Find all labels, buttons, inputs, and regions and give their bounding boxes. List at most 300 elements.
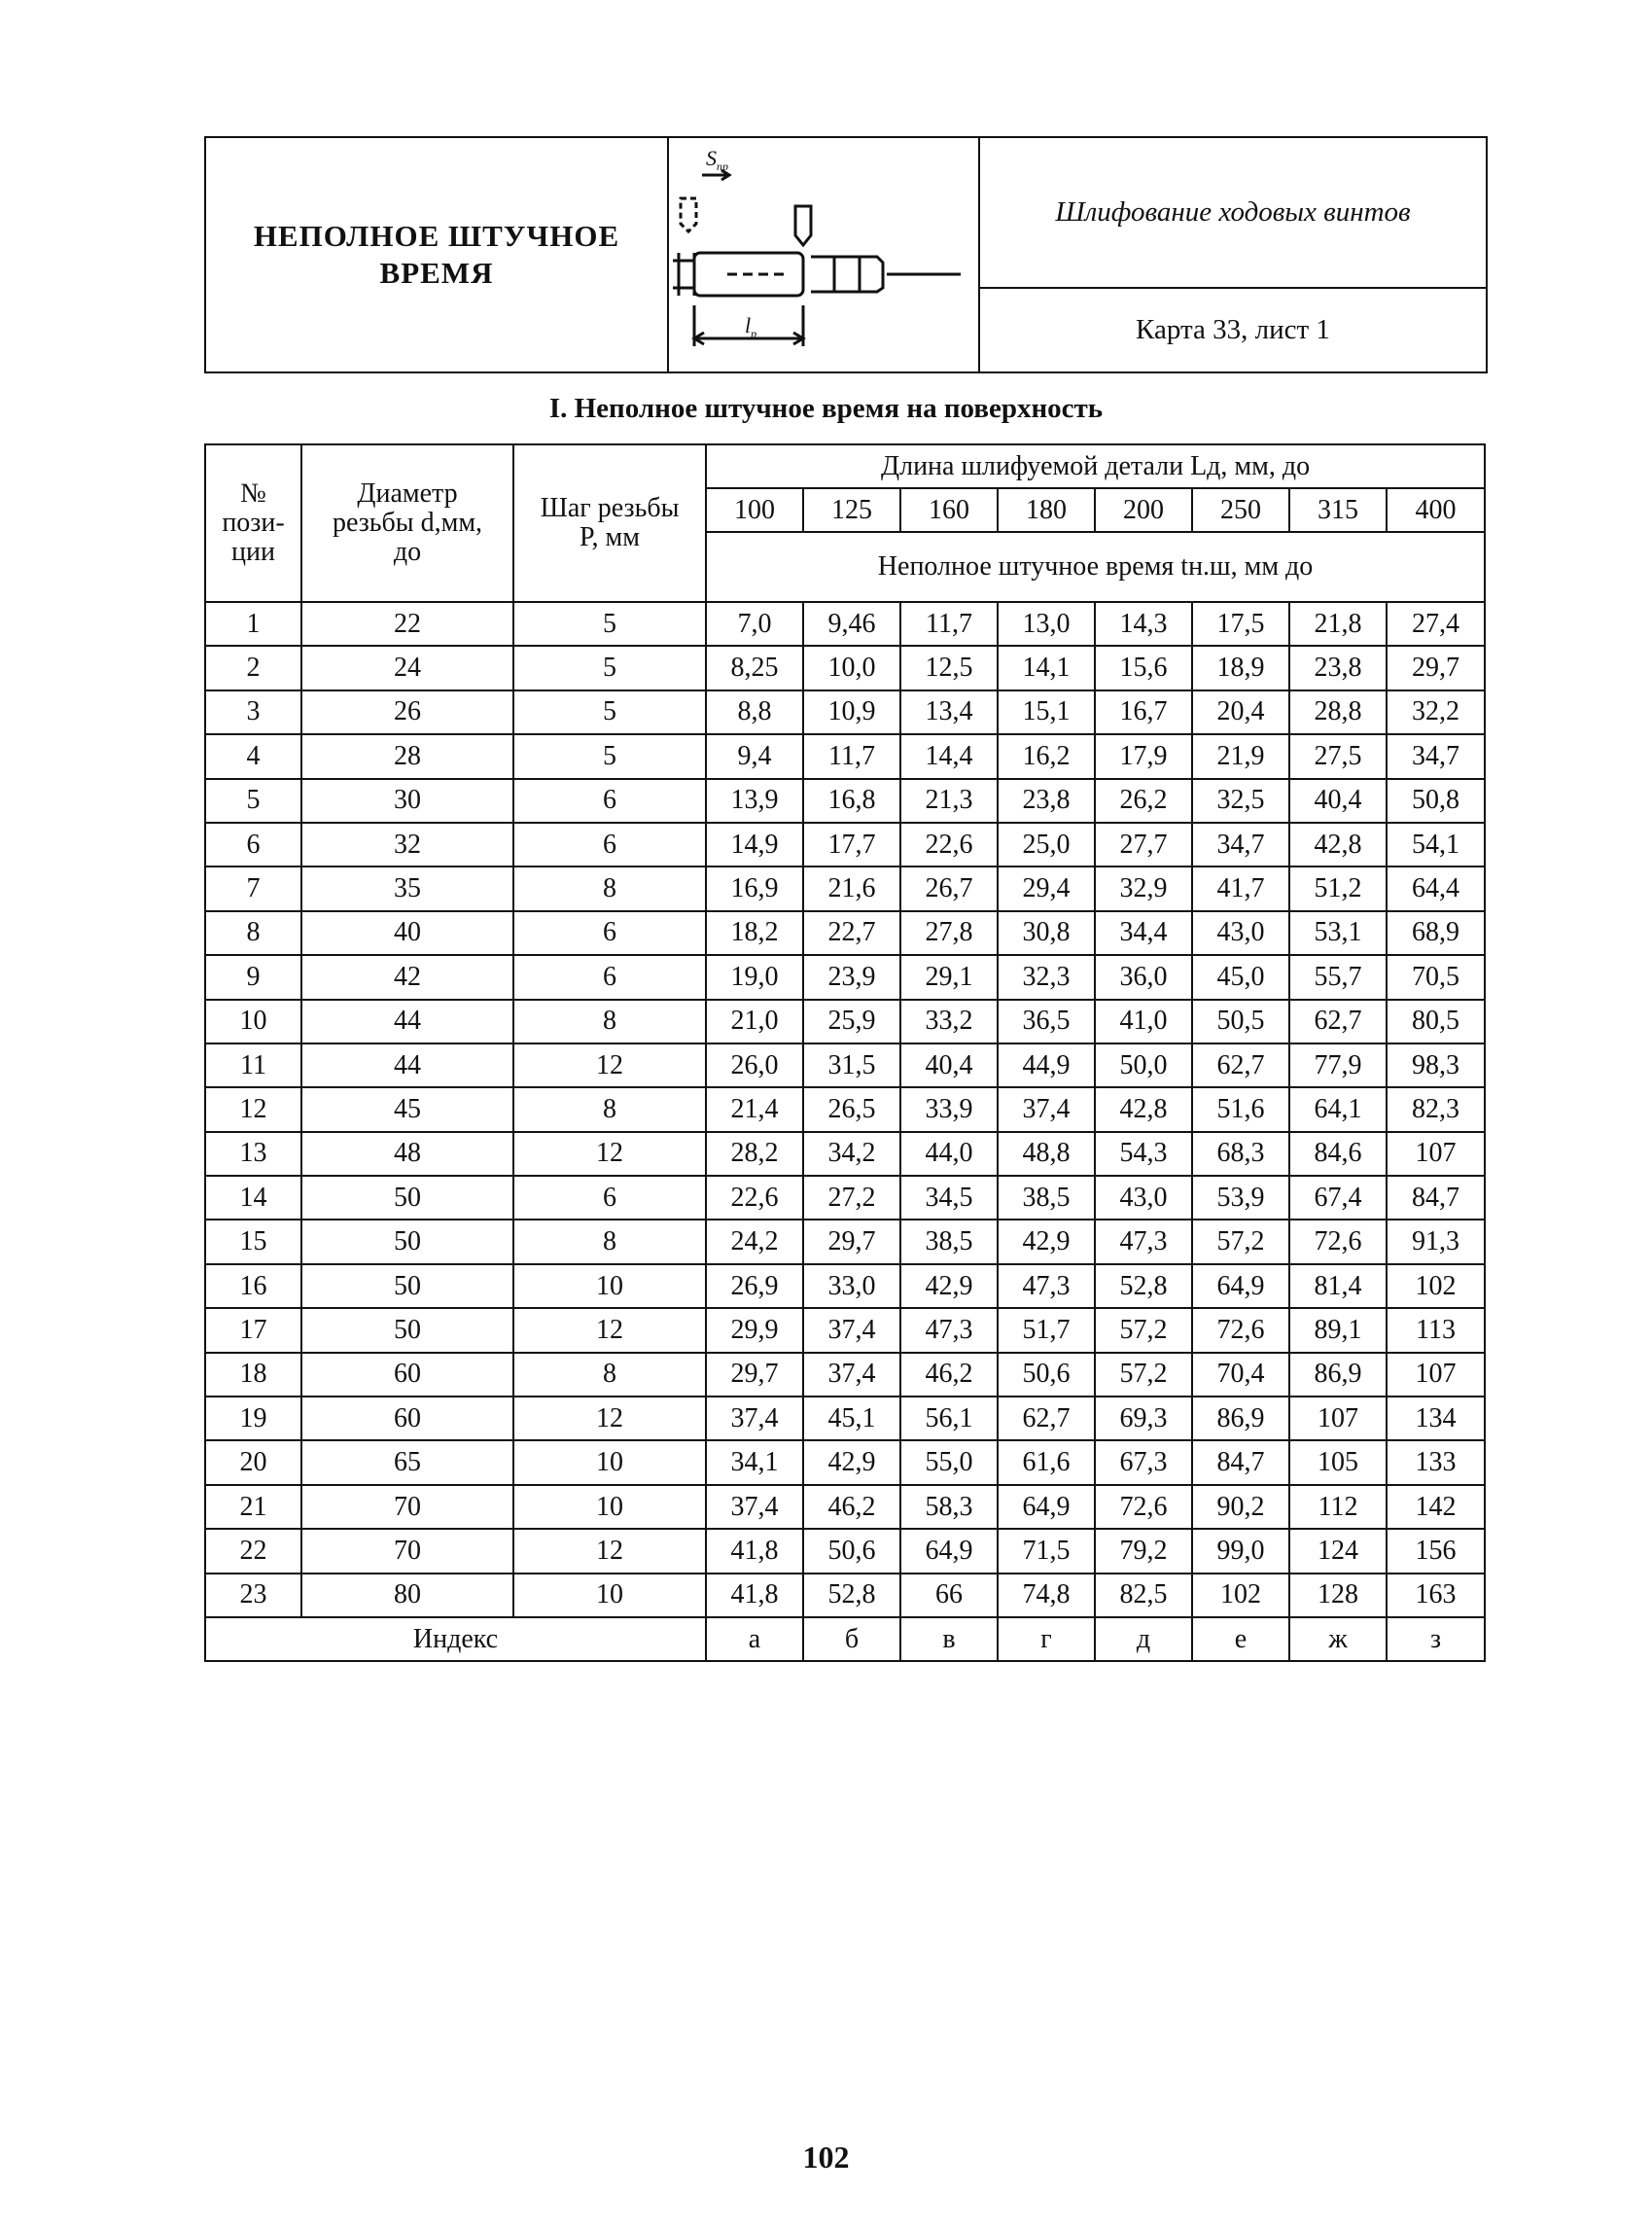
time-cell: 29,4 — [998, 866, 1095, 910]
index-letter-cell: ж — [1289, 1617, 1387, 1661]
time-cell: 156 — [1387, 1529, 1485, 1573]
time-cell: 64,9 — [900, 1529, 998, 1573]
table-row — [205, 1176, 1485, 1220]
time-cell: 7,0 — [706, 602, 803, 646]
diameter-cell: 65 — [301, 1440, 513, 1484]
time-cell: 55,0 — [900, 1440, 998, 1484]
table-row — [205, 823, 1485, 866]
time-cell: 34,7 — [1387, 734, 1485, 778]
time-cell: 80,5 — [1387, 1000, 1485, 1043]
time-cell: 133 — [1387, 1440, 1485, 1484]
time-cell: 32,9 — [1095, 866, 1192, 910]
time-cell: 50,0 — [1095, 1043, 1192, 1087]
header-title-cell — [206, 138, 669, 371]
time-cell: 57,2 — [1192, 1220, 1289, 1263]
header-title — [254, 218, 619, 292]
time-cell: 55,7 — [1289, 955, 1387, 999]
feed-label: $S_{пр}$ — [706, 146, 728, 173]
time-cell: 16,7 — [1095, 690, 1192, 734]
time-cell: 28,2 — [706, 1132, 803, 1176]
time-cell: 54,3 — [1095, 1132, 1192, 1176]
index-letter-cell: б — [803, 1617, 900, 1661]
time-cell: 47,3 — [900, 1308, 998, 1352]
diameter-cell: 40 — [301, 911, 513, 955]
time-cell: 72,6 — [1289, 1220, 1387, 1263]
time-cell: 26,0 — [706, 1043, 803, 1087]
time-cell: 102 — [1387, 1264, 1485, 1308]
time-cell: 31,5 — [803, 1043, 900, 1087]
time-cell: 61,6 — [998, 1440, 1095, 1484]
time-cell: 9,46 — [803, 602, 900, 646]
header-title-line1: НЕПОЛНОЕ ШТУЧНОЕ — [253, 219, 620, 253]
time-cell: 37,4 — [706, 1485, 803, 1529]
time-cell: 72,6 — [1095, 1485, 1192, 1529]
time-cell: 77,9 — [1289, 1043, 1387, 1087]
time-cell: 11,7 — [900, 602, 998, 646]
position-cell: 11 — [205, 1043, 301, 1087]
time-cell: 8,8 — [706, 690, 803, 734]
time-cell: 27,8 — [900, 911, 998, 955]
position-cell: 6 — [205, 823, 301, 866]
length-label: $l_р$ — [745, 313, 757, 340]
time-cell: 48,8 — [998, 1132, 1095, 1176]
position-cell: 23 — [205, 1574, 301, 1617]
time-cell: 47,3 — [998, 1264, 1095, 1308]
pitch-cell: 10 — [513, 1485, 706, 1529]
pitch-cell: 8 — [513, 1000, 706, 1043]
time-cell: 26,7 — [900, 866, 998, 910]
time-cell: 70,4 — [1192, 1353, 1289, 1397]
time-cell: 17,7 — [803, 823, 900, 866]
time-cell: 62,7 — [1192, 1043, 1289, 1087]
pitch-cell: 6 — [513, 955, 706, 999]
position-cell: 4 — [205, 734, 301, 778]
position-cell: 5 — [205, 779, 301, 823]
pitch-cell: 6 — [513, 911, 706, 955]
pitch-cell: 5 — [513, 734, 706, 778]
time-cell: 41,8 — [706, 1574, 803, 1617]
position-cell: 3 — [205, 690, 301, 734]
time-cell: 98,3 — [1387, 1043, 1485, 1087]
length-col-header: 315 — [1289, 488, 1387, 532]
left-wheel-shape — [681, 198, 696, 231]
position-cell: 15 — [205, 1220, 301, 1263]
pitch-cell: 12 — [513, 1308, 706, 1352]
time-cell: 21,9 — [1192, 734, 1289, 778]
time-cell: 16,2 — [998, 734, 1095, 778]
time-cell: 79,2 — [1095, 1529, 1192, 1573]
time-cell: 18,2 — [706, 911, 803, 955]
time-cell: 9,4 — [706, 734, 803, 778]
time-cell: 10,9 — [803, 690, 900, 734]
time-cell: 20,4 — [1192, 690, 1289, 734]
position-cell: 9 — [205, 955, 301, 999]
time-cell: 51,2 — [1289, 866, 1387, 910]
time-cell: 67,3 — [1095, 1440, 1192, 1484]
position-cell: 2 — [205, 646, 301, 690]
pitch-cell: 5 — [513, 690, 706, 734]
pitch-cell: 6 — [513, 779, 706, 823]
time-cell: 10,0 — [803, 646, 900, 690]
time-cell: 90,2 — [1192, 1485, 1289, 1529]
time-cell: 34,7 — [1192, 823, 1289, 866]
table-row — [205, 1043, 1485, 1087]
index-label: Индекс — [205, 1617, 706, 1661]
table-row — [205, 1397, 1485, 1440]
time-cell: 84,7 — [1387, 1176, 1485, 1220]
table-row — [205, 690, 1485, 734]
pitch-cell: 8 — [513, 1220, 706, 1263]
position-cell: 12 — [205, 1087, 301, 1131]
table-row — [205, 911, 1485, 955]
time-cell: 16,8 — [803, 779, 900, 823]
diameter-cell: 28 — [301, 734, 513, 778]
index-letter-cell: з — [1387, 1617, 1485, 1661]
length-col-header: 160 — [900, 488, 998, 532]
time-cell: 21,0 — [706, 1000, 803, 1043]
time-cell: 107 — [1387, 1132, 1485, 1176]
time-cell: 22,7 — [803, 911, 900, 955]
time-cell: 45,0 — [1192, 955, 1289, 999]
length-col-header: 200 — [1095, 488, 1192, 532]
time-cell: 43,0 — [1192, 911, 1289, 955]
time-cell: 113 — [1387, 1308, 1485, 1352]
operation-name: Шлифование ходовых винтов — [980, 138, 1486, 289]
pitch-cell: 10 — [513, 1264, 706, 1308]
time-cell: 46,2 — [900, 1353, 998, 1397]
time-cell: 26,5 — [803, 1087, 900, 1131]
pitch-cell: 12 — [513, 1529, 706, 1573]
time-cell: 84,7 — [1192, 1440, 1289, 1484]
time-cell: 17,5 — [1192, 602, 1289, 646]
time-cell: 86,9 — [1192, 1397, 1289, 1440]
pitch-cell: 8 — [513, 1087, 706, 1131]
time-cell: 14,1 — [998, 646, 1095, 690]
time-cell: 23,8 — [998, 779, 1095, 823]
time-cell: 86,9 — [1289, 1353, 1387, 1397]
time-cell: 29,9 — [706, 1308, 803, 1352]
table-row — [205, 866, 1485, 910]
time-cell: 89,1 — [1289, 1308, 1387, 1352]
time-cell: 64,4 — [1387, 866, 1485, 910]
diameter-cell: 60 — [301, 1353, 513, 1397]
table-row — [205, 1529, 1485, 1573]
time-cell: 42,9 — [998, 1220, 1095, 1263]
time-cell: 37,4 — [998, 1087, 1095, 1131]
time-cell: 69,3 — [1095, 1397, 1192, 1440]
time-cell: 74,8 — [998, 1574, 1095, 1617]
time-cell: 13,0 — [998, 602, 1095, 646]
time-cell: 29,7 — [1387, 646, 1485, 690]
time-cell: 14,3 — [1095, 602, 1192, 646]
time-cell: 40,4 — [1289, 779, 1387, 823]
diameter-cell: 60 — [301, 1397, 513, 1440]
length-col-header: 400 — [1387, 488, 1485, 532]
time-cell: 27,7 — [1095, 823, 1192, 866]
time-cell: 42,8 — [1095, 1087, 1192, 1131]
time-cell: 68,9 — [1387, 911, 1485, 955]
position-cell: 19 — [205, 1397, 301, 1440]
time-cell: 105 — [1289, 1440, 1387, 1484]
time-cell: 102 — [1192, 1574, 1289, 1617]
time-cell: 33,9 — [900, 1087, 998, 1131]
time-cell: 21,8 — [1289, 602, 1387, 646]
diameter-cell: 35 — [301, 866, 513, 910]
time-cell: 50,6 — [803, 1529, 900, 1573]
position-cell: 1 — [205, 602, 301, 646]
table-row — [205, 1485, 1485, 1529]
time-cell: 42,9 — [803, 1440, 900, 1484]
pitch-cell: 5 — [513, 646, 706, 690]
time-cell: 29,7 — [706, 1353, 803, 1397]
diameter-cell: 48 — [301, 1132, 513, 1176]
position-cell: 8 — [205, 911, 301, 955]
time-cell: 64,9 — [998, 1485, 1095, 1529]
time-cell: 16,9 — [706, 866, 803, 910]
index-letter-cell: г — [998, 1617, 1095, 1661]
card-header — [204, 136, 1488, 373]
pitch-cell: 5 — [513, 602, 706, 646]
time-cell: 68,3 — [1192, 1132, 1289, 1176]
pitch-header: Шаг резьбы P, мм — [513, 444, 706, 602]
time-cell: 36,5 — [998, 1000, 1095, 1043]
time-cell: 112 — [1289, 1485, 1387, 1529]
table-row — [205, 1353, 1485, 1397]
table-row — [205, 1000, 1485, 1043]
time-cell: 29,7 — [803, 1220, 900, 1263]
time-cell: 42,8 — [1289, 823, 1387, 866]
time-cell: 64,9 — [1192, 1264, 1289, 1308]
time-cell: 42,9 — [900, 1264, 998, 1308]
pitch-cell: 6 — [513, 823, 706, 866]
time-cell: 37,4 — [803, 1308, 900, 1352]
time-cell: 67,4 — [1289, 1176, 1387, 1220]
diameter-cell: 44 — [301, 1000, 513, 1043]
table-row — [205, 1132, 1485, 1176]
time-cell: 52,8 — [1095, 1264, 1192, 1308]
time-cell: 163 — [1387, 1574, 1485, 1617]
time-cell: 34,5 — [900, 1176, 998, 1220]
pitch-cell: 8 — [513, 1353, 706, 1397]
length-col-header: 180 — [998, 488, 1095, 532]
position-cell: 21 — [205, 1485, 301, 1529]
diameter-cell: 22 — [301, 602, 513, 646]
table-row — [205, 1220, 1485, 1263]
time-cell: 53,9 — [1192, 1176, 1289, 1220]
table-row — [205, 955, 1485, 999]
length-header: Длина шлифуемой детали Lд, мм, до — [706, 444, 1485, 488]
length-col-header: 125 — [803, 488, 900, 532]
pitch-cell: 10 — [513, 1574, 706, 1617]
time-cell: 22,6 — [900, 823, 998, 866]
time-cell: 53,1 — [1289, 911, 1387, 955]
time-cell: 34,1 — [706, 1440, 803, 1484]
time-cell: 37,4 — [706, 1397, 803, 1440]
table-row — [205, 1440, 1485, 1484]
time-cell: 44,9 — [998, 1043, 1095, 1087]
diameter-cell: 50 — [301, 1176, 513, 1220]
position-cell: 14 — [205, 1176, 301, 1220]
time-cell: 23,8 — [1289, 646, 1387, 690]
time-cell: 25,0 — [998, 823, 1095, 866]
time-cell: 99,0 — [1192, 1529, 1289, 1573]
time-cell: 32,2 — [1387, 690, 1485, 734]
time-cell: 38,5 — [900, 1220, 998, 1263]
time-cell: 41,0 — [1095, 1000, 1192, 1043]
time-cell: 62,7 — [1289, 1000, 1387, 1043]
position-cell: 22 — [205, 1529, 301, 1573]
table-row — [205, 1264, 1485, 1308]
time-cell: 25,9 — [803, 1000, 900, 1043]
time-cell: 12,5 — [900, 646, 998, 690]
position-header: № пози- ции — [205, 444, 301, 602]
pitch-cell: 10 — [513, 1440, 706, 1484]
diameter-cell: 24 — [301, 646, 513, 690]
diameter-cell: 50 — [301, 1308, 513, 1352]
time-cell: 107 — [1289, 1397, 1387, 1440]
diameter-cell: 26 — [301, 690, 513, 734]
time-cell: 15,1 — [998, 690, 1095, 734]
time-cell: 22,6 — [706, 1176, 803, 1220]
time-cell: 45,1 — [803, 1397, 900, 1440]
time-cell: 34,2 — [803, 1132, 900, 1176]
time-cell: 24,2 — [706, 1220, 803, 1263]
position-cell: 18 — [205, 1353, 301, 1397]
time-cell: 13,4 — [900, 690, 998, 734]
time-cell: 50,5 — [1192, 1000, 1289, 1043]
card-number: Карта 33, лист 1 — [1136, 314, 1330, 345]
time-cell: 91,3 — [1387, 1220, 1485, 1263]
time-cell: 72,6 — [1192, 1308, 1289, 1352]
time-cell: 37,4 — [803, 1353, 900, 1397]
shaft-right-stub — [811, 257, 883, 292]
time-cell: 19,0 — [706, 955, 803, 999]
time-cell: 18,9 — [1192, 646, 1289, 690]
position-cell: 7 — [205, 866, 301, 910]
time-cell: 52,8 — [803, 1574, 900, 1617]
time-cell: 32,3 — [998, 955, 1095, 999]
time-cell: 26,2 — [1095, 779, 1192, 823]
time-cell: 17,9 — [1095, 734, 1192, 778]
position-cell: 13 — [205, 1132, 301, 1176]
time-cell: 29,1 — [900, 955, 998, 999]
time-cell: 34,4 — [1095, 911, 1192, 955]
time-cell: 8,25 — [706, 646, 803, 690]
time-cell: 51,6 — [1192, 1087, 1289, 1131]
time-cell: 23,9 — [803, 955, 900, 999]
time-cell: 21,6 — [803, 866, 900, 910]
time-cell: 26,9 — [706, 1264, 803, 1308]
right-wheel-shape — [795, 206, 811, 245]
time-cell: 82,5 — [1095, 1574, 1192, 1617]
grinding-sketch — [669, 138, 976, 371]
time-cell: 71,5 — [998, 1529, 1095, 1573]
pitch-cell: 6 — [513, 1176, 706, 1220]
diameter-cell: 45 — [301, 1087, 513, 1131]
position-cell: 17 — [205, 1308, 301, 1352]
pitch-cell: 12 — [513, 1397, 706, 1440]
pitch-cell: 12 — [513, 1132, 706, 1176]
time-cell: 36,0 — [1095, 955, 1192, 999]
time-cell: 62,7 — [998, 1397, 1095, 1440]
header-title-line2: ВРЕМЯ — [379, 256, 494, 290]
time-header: Неполное штучное время tн.ш, мм до — [706, 532, 1485, 602]
shaft-left-stub — [673, 253, 694, 296]
time-cell: 56,1 — [900, 1397, 998, 1440]
time-cell: 27,5 — [1289, 734, 1387, 778]
time-cell: 41,7 — [1192, 866, 1289, 910]
pitch-cell: 12 — [513, 1043, 706, 1087]
table-row — [205, 779, 1485, 823]
time-cell: 57,2 — [1095, 1353, 1192, 1397]
time-cell: 70,5 — [1387, 955, 1485, 999]
index-letter-cell: в — [900, 1617, 998, 1661]
time-cell: 44,0 — [900, 1132, 998, 1176]
time-cell: 21,3 — [900, 779, 998, 823]
time-cell: 14,4 — [900, 734, 998, 778]
time-cell: 57,2 — [1095, 1308, 1192, 1352]
position-cell: 16 — [205, 1264, 301, 1308]
diameter-cell: 32 — [301, 823, 513, 866]
time-cell: 47,3 — [1095, 1220, 1192, 1263]
diameter-header: Диаметр резьбы d,мм, до — [301, 444, 513, 602]
diameter-cell: 50 — [301, 1220, 513, 1263]
index-letter-cell: а — [706, 1617, 803, 1661]
time-cell: 32,5 — [1192, 779, 1289, 823]
time-cell: 54,1 — [1387, 823, 1485, 866]
time-cell: 51,7 — [998, 1308, 1095, 1352]
table-row — [205, 1308, 1485, 1352]
time-cell: 50,8 — [1387, 779, 1485, 823]
table-row — [205, 602, 1485, 646]
time-cell: 27,2 — [803, 1176, 900, 1220]
table-row — [205, 1574, 1485, 1617]
time-cell: 81,4 — [1289, 1264, 1387, 1308]
pitch-cell: 8 — [513, 866, 706, 910]
time-cell: 58,3 — [900, 1485, 998, 1529]
time-norm-table — [204, 443, 1486, 1662]
diameter-cell: 70 — [301, 1529, 513, 1573]
time-cell: 33,0 — [803, 1264, 900, 1308]
diameter-cell: 70 — [301, 1485, 513, 1529]
table-row — [205, 734, 1485, 778]
position-cell: 10 — [205, 1000, 301, 1043]
index-letter-cell: е — [1192, 1617, 1289, 1661]
time-cell: 82,3 — [1387, 1087, 1485, 1131]
length-col-header: 100 — [706, 488, 803, 532]
time-cell: 43,0 — [1095, 1176, 1192, 1220]
time-cell: 11,7 — [803, 734, 900, 778]
time-cell: 46,2 — [803, 1485, 900, 1529]
diameter-cell: 80 — [301, 1574, 513, 1617]
index-letter-cell: д — [1095, 1617, 1192, 1661]
time-cell: 41,8 — [706, 1529, 803, 1573]
time-cell: 30,8 — [998, 911, 1095, 955]
section-title: I. Неполное штучное время на поверхность — [548, 393, 1104, 424]
time-cell: 107 — [1387, 1353, 1485, 1397]
time-cell: 21,4 — [706, 1087, 803, 1131]
time-cell: 124 — [1289, 1529, 1387, 1573]
diameter-cell: 44 — [301, 1043, 513, 1087]
time-cell: 128 — [1289, 1574, 1387, 1617]
time-cell: 28,8 — [1289, 690, 1387, 734]
time-cell: 84,6 — [1289, 1132, 1387, 1176]
time-cell: 27,4 — [1387, 602, 1485, 646]
time-cell: 38,5 — [998, 1176, 1095, 1220]
time-cell: 66 — [900, 1574, 998, 1617]
time-cell: 142 — [1387, 1485, 1485, 1529]
grinding-sketch-cell — [669, 138, 980, 371]
